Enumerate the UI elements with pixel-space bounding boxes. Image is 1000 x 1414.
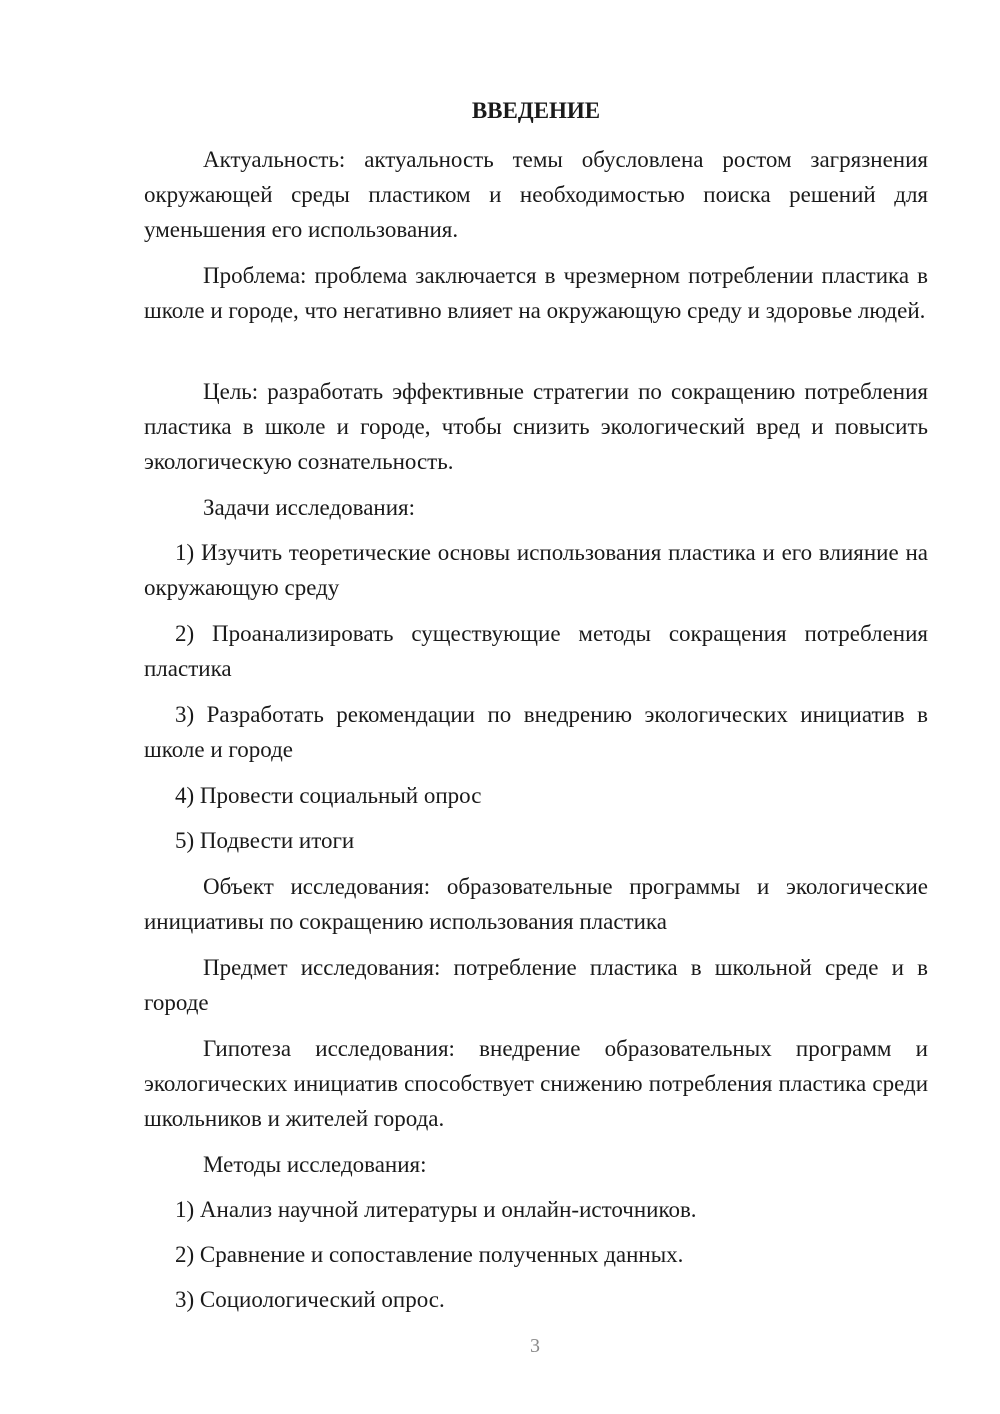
- task-item: 5) Подвести итоги: [175, 828, 355, 853]
- task-item: 2) Проанализировать существующие методы сокращения потребления пластика: [144, 621, 928, 681]
- hypothesis-paragraph: Гипотеза исследования: внедрение образовательных программ и экологических инициатив способствует снижению потребления пластика среди школьников и жителей города.: [144, 1036, 928, 1131]
- method-item: 1) Анализ научной литературы и онлайн-источников.: [175, 1197, 697, 1222]
- methods-title: Методы исследования:: [203, 1152, 427, 1177]
- method-item: 2) Сравнение и сопоставление полученных данных.: [175, 1242, 684, 1267]
- page-title: ВВЕДЕНИЕ: [471, 98, 601, 123]
- task-item: 1) Изучить теоретические основы использования пластика и его влияние на окружающую среду: [144, 540, 928, 600]
- task-item: 3) Разработать рекомендации по внедрению экологических инициатив в школе и городе: [144, 702, 928, 762]
- problem-paragraph: Проблема: проблема заключается в чрезмерном потреблении пластика в школе и городе, что негативно влияет на окружающую среду и здоровье людей.: [144, 263, 928, 323]
- page-number: 3: [530, 1335, 540, 1357]
- subject-paragraph: Предмет исследования: потребление пластика в школьной среде и в городе: [144, 955, 928, 1015]
- tasks-title: Задачи исследования:: [203, 495, 416, 520]
- task-item: 4) Провести социальный опрос: [175, 783, 482, 808]
- object-paragraph: Объект исследования: образовательные программы и экологические инициативы по сокращению использования пластика: [144, 874, 928, 934]
- goal-paragraph: Цель: разработать эффективные стратегии по сокращению потребления пластика в школе и городе, чтобы снизить экологический вред и повысить экологическую сознательность.: [144, 379, 928, 474]
- method-item: 3) Социологический опрос.: [175, 1287, 445, 1312]
- relevance-paragraph: Актуальность: актуальность темы обусловлена ростом загрязнения окружающей среды пластиком и необходимостью поиска решений для уменьшения его использования.: [144, 147, 928, 242]
